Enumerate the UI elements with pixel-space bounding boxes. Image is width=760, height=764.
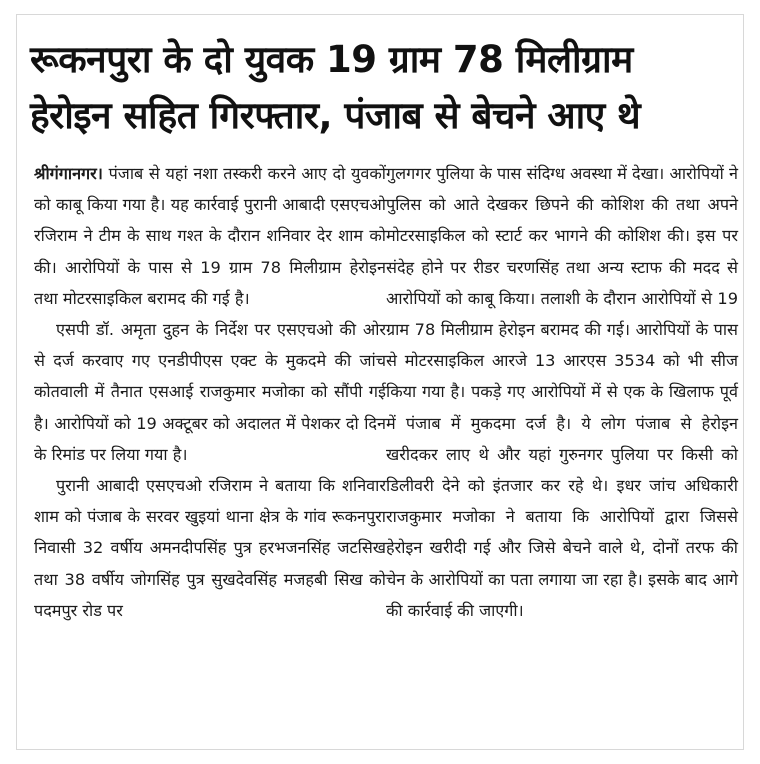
paragraph-4: गुलगगर पुलिया के पास संदिग्ध अवस्था में देखा। आरोपियों ने पुलिस को आते देखकर छिपने की कोशिश की तथा अपने मोटरसाइकिल को स्टार्ट कर भागने की कोशिश की। इस पर संदेह होने पर रीडर चरणसिंह तथा अन्य स्टाफ की मदद से आरोपियों को काबू किया। तलाशी के दौरान आरोपियों से 19 ग्राम 78 मिलीग्राम हेरोइन बरामद की गई। आरोपियों के पास से मोटरसाइकिल आरजे 13 आरएस 3534 को भी सीज किया गया है। पकड़े गए आरोपियों में से एक के खिलाफ पूर्व में पंजाब में मुकदमा दर्ज है। ये लोग पंजाब से हेरोइन खरीदकर लाए थे और यहां गुरुनगर पुलिया पर किसी को डिलीवरी देने को इंतजार कर रहे थे। इधर जांच अधिकारी राजकुमार मजोका ने बताया कि आरोपियों द्वारा जिससे हेरोइन खरीदी गई और जिसे बेचने वाले थे, दोनों तरफ की चेन के आरोपियों का पता लगाया जा रहा है। इसके बाद आगे की कार्रवाई की जाएगी। bbox=[386, 164, 738, 620]
paragraph-2: एसपी डॉ. अमृता दुहन के निर्देश पर एसएचओ की ओर से दर्ज करवाए गए एनडीपीएस एक्ट के मुकदमे की जांच कोतवाली में तैनात एसआई राजकुमार मजोका को सौंपी गई है। आरोपियों को 19 अक्टूबर को अदालत में पेशकर दो दिन के रिमांड पर लिया गया है। bbox=[34, 320, 386, 464]
paragraph-1-text: पंजाब से यहां नशा तस्करी करने आए दो युवकों को काबू किया गया है। यह कार्रवाई पुरानी आबादी एसएचओ रजिराम ने टीम के साथ गश्त के दौरान शनिवार देर शाम को की। आरोपियों के पास से 19 ग्राम 78 मिलीग्राम हेरोइन तथा मोटरसाइकिल बरामद की गई है। bbox=[34, 164, 386, 308]
paragraph-3: पुरानी आबादी एसएचओ रजिराम ने बताया कि शनिवार शाम को पंजाब के सरवर खुइयां थाना क्षेत्र के गांव रूकनपुरा निवासी 32 वर्षीय अमनदीपसिंह पुत्र हरभजनसिंह जटसिख तथा 38 वर्षीय जोगसिंह पुत्र सुखदेवसिंह मजहबी सिख को पदमपुर रोड पर bbox=[34, 476, 386, 620]
headline bbox=[30, 32, 740, 144]
headline-line-1: रूकनपुरा के दो युवक 19 ग्राम 78 मिलीग्राम bbox=[30, 38, 633, 81]
paragraph-1 bbox=[34, 158, 386, 314]
left-column bbox=[34, 158, 386, 626]
dateline: श्रीगंगानगर। bbox=[34, 164, 103, 183]
article-body bbox=[20, 158, 740, 626]
right-column bbox=[386, 158, 738, 626]
headline-line-2: हेरोइन सहित गिरफ्तार, पंजाब से बेचने आए थे bbox=[30, 94, 641, 137]
